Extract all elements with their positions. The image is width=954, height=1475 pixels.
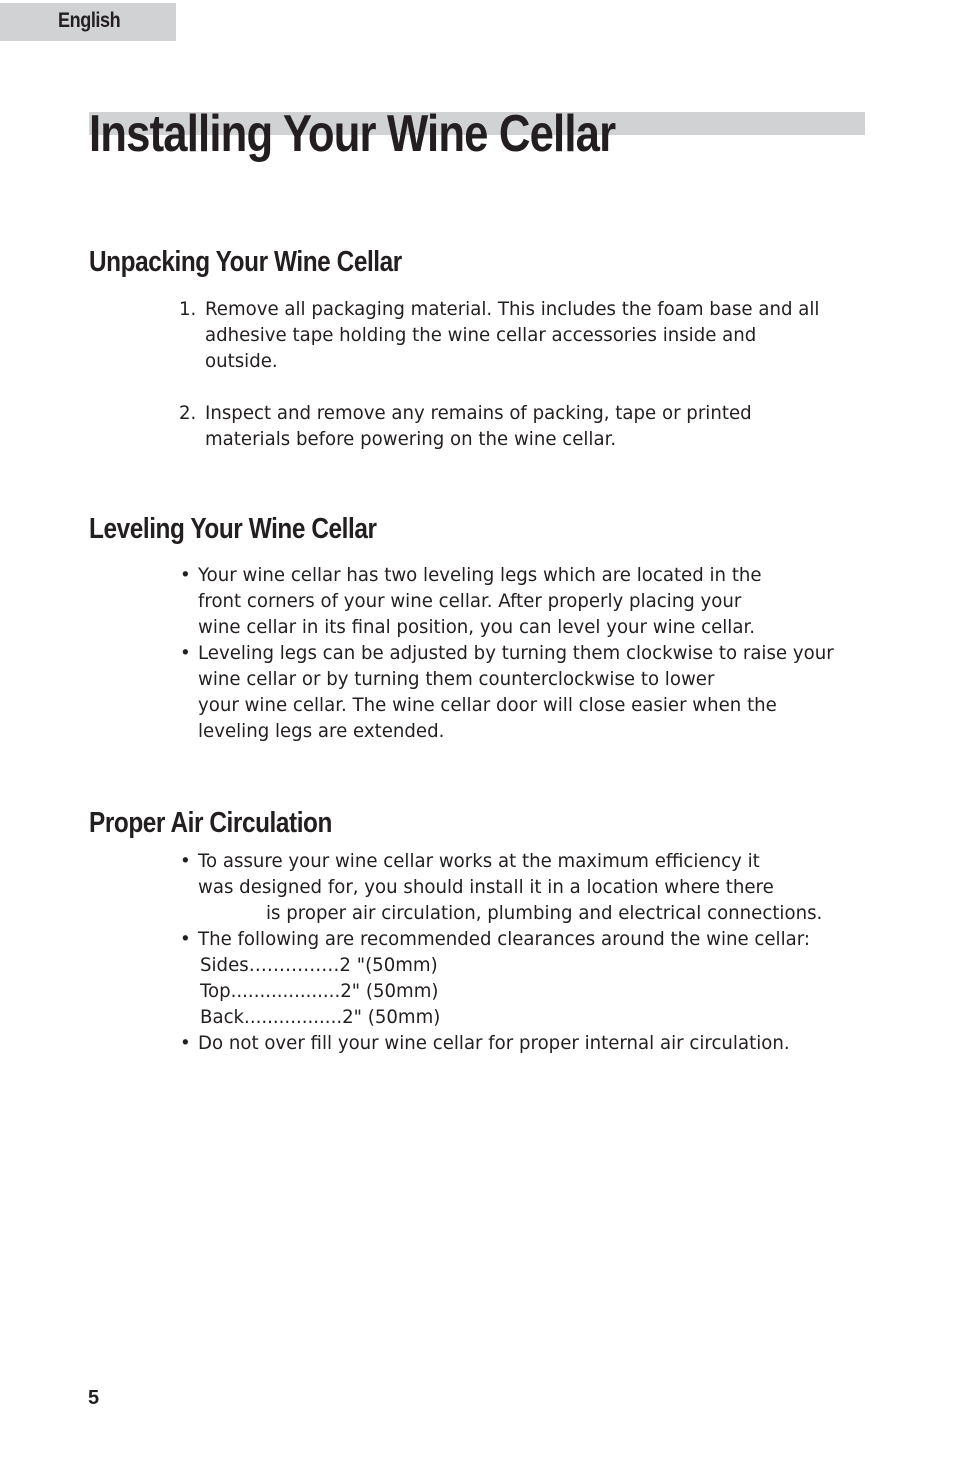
list-item-line: outside. bbox=[205, 350, 278, 372]
list-item-line: Your wine cellar has two leveling legs which are located in the bbox=[198, 564, 762, 586]
list-marker: 1. bbox=[179, 298, 197, 320]
list-item-line: front corners of your wine cellar. After properly placing your bbox=[198, 590, 742, 612]
page-number: 5 bbox=[88, 1387, 100, 1409]
list-item-line: To assure your wine cellar works at the maximum efficiency it bbox=[198, 850, 760, 872]
section-heading-leveling: Leveling Your Wine Cellar bbox=[89, 513, 377, 545]
bullet-marker: • bbox=[180, 850, 191, 872]
clearance-sides: Sides……………2 "(50mm) bbox=[200, 954, 438, 976]
bullet-marker: • bbox=[180, 564, 191, 586]
list-item-line: materials before powering on the wine cellar. bbox=[205, 428, 617, 450]
clearance-back: Back.................2" (50mm) bbox=[200, 1006, 441, 1028]
list-item-line: Inspect and remove any remains of packing, tape or printed bbox=[205, 402, 752, 424]
list-marker: 2. bbox=[179, 402, 197, 424]
section-heading-air-circulation: Proper Air Circulation bbox=[89, 807, 332, 839]
bullet-marker: • bbox=[180, 928, 191, 950]
list-item-line: is proper air circulation, plumbing and electrical connections. bbox=[266, 902, 823, 924]
list-item-line: leveling legs are extended. bbox=[198, 720, 445, 742]
list-item-line: Remove all packaging material. This includes the foam base and all bbox=[205, 298, 820, 320]
list-item-line: was designed for, you should install it in a location where there bbox=[198, 876, 774, 898]
list-item-line: wine cellar or by turning them counterclockwise to lower bbox=[198, 668, 715, 690]
section-heading-unpacking: Unpacking Your Wine Cellar bbox=[89, 246, 402, 278]
language-tab bbox=[0, 3, 176, 41]
clearance-top: Top...................2" (50mm) bbox=[200, 980, 439, 1002]
list-item-line: Leveling legs can be adjusted by turning them clockwise to raise your bbox=[198, 642, 834, 664]
bullet-marker: • bbox=[180, 1032, 191, 1054]
list-item-line: adhesive tape holding the wine cellar accessories inside and bbox=[205, 324, 757, 346]
list-item-line: Do not over fill your wine cellar for proper internal air circulation. bbox=[198, 1032, 790, 1054]
list-item-line: The following are recommended clearances around the wine cellar: bbox=[198, 928, 811, 950]
list-item-line: wine cellar in its final position, you can level your wine cellar. bbox=[198, 616, 756, 638]
list-item-line: your wine cellar. The wine cellar door will close easier when the bbox=[198, 694, 777, 716]
page-title: Installing Your Wine Cellar bbox=[89, 105, 616, 163]
language-label: English bbox=[58, 9, 121, 32]
bullet-marker: • bbox=[180, 642, 191, 664]
